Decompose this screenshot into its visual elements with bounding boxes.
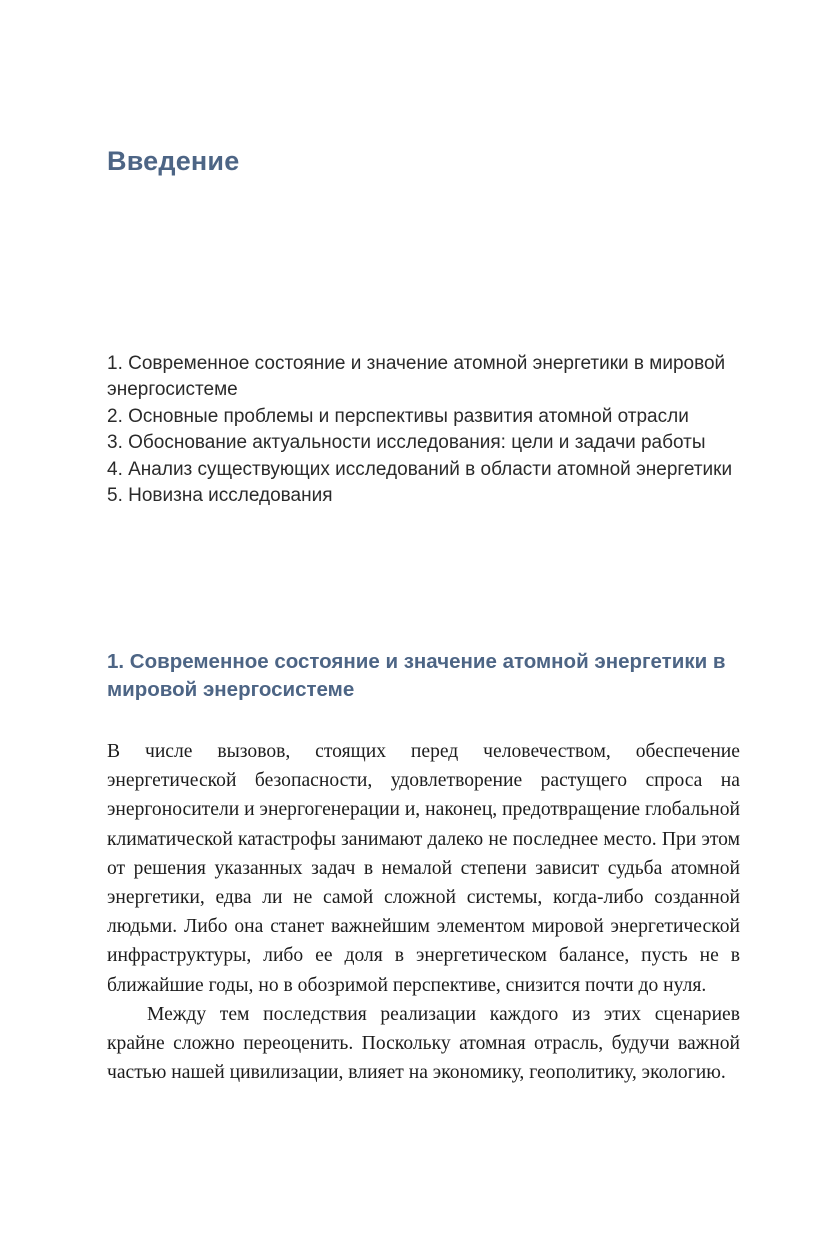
toc-item: 2. Основные проблемы и перспективы развития атомной отрасли xyxy=(107,405,689,427)
section-heading: 1. Современное состояние и значение атомной энергетики в мировой энергосистеме xyxy=(107,650,726,701)
toc-item: 5. Новизна исследования xyxy=(107,485,333,507)
toc-item: 4. Анализ существующих исследований в области атомной энергетики xyxy=(107,458,733,480)
chapter-title: Введение xyxy=(107,146,240,176)
body-paragraph: Между тем последствия реализации каждого из этих сценариев крайне сложно переоценить. Поскольку атомная отрасль, будучи важной частью нашей цивилизации, влияет на экономику, геополитику, экологию. xyxy=(107,1003,740,1084)
section-body xyxy=(107,737,740,1087)
toc-item: 3. Обоснование актуальности исследования: цели и задачи работы xyxy=(107,432,706,454)
table-of-contents xyxy=(107,351,747,509)
body-paragraph: В числе вызовов, стоящих перед человечеством, обеспечение энергетической безопасности, удовлетворение растущего спроса на энергоносители и энергогенерации и, наконец, предотвращение глобальной климатической катастрофы занимают далеко не последнее место. При этом от решения указанных задач в немалой степени зависит судьба атомной энергетики, едва ли не самой сложной системы, когда-либо созданной людьми. Либо она станет важнейшим элементом мировой энергетической инфраструктуры, либо ее доля в энергетическом балансе, пусть не в ближайшие годы, но в обозримой перспективе, снизится почти до нуля. xyxy=(107,741,740,996)
toc-item: 1. Современное состояние и значение атомной энергетики в мировой энергосистеме xyxy=(107,353,726,401)
